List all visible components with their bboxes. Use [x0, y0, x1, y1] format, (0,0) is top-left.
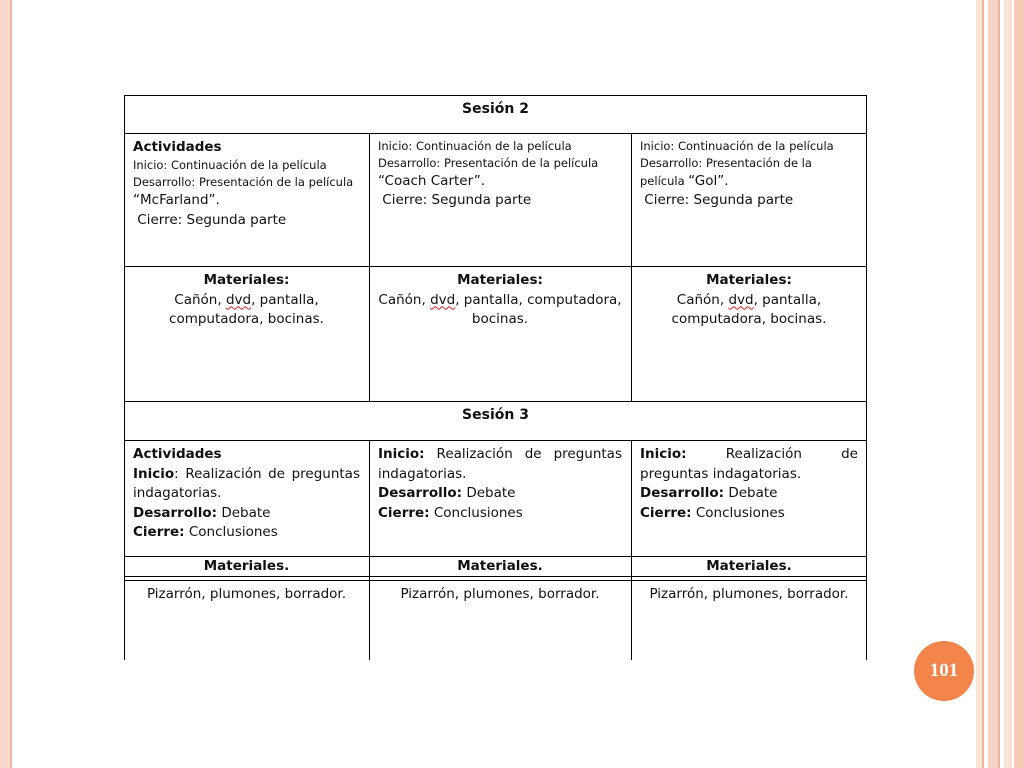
materials-heading: Materiales: — [457, 272, 543, 288]
inicio-value: : Realización de preguntas indagatorias. — [133, 465, 360, 501]
materials-text: , pantalla, — [753, 291, 822, 308]
cierre-value: Segunda parte — [427, 192, 532, 208]
materials-text: Cañón, — [174, 291, 226, 308]
desarrollo-value: Debate — [217, 504, 271, 521]
session-2-materials-col2 — [369, 268, 631, 333]
lesson-plan-table — [124, 95, 867, 660]
activities-heading: Actividades — [133, 446, 222, 462]
table-rule — [124, 95, 867, 96]
materials-text: , pantalla, computadora, — [455, 291, 622, 308]
activities-heading: Actividades — [133, 139, 222, 155]
inicio-text: Inicio: Continuación de la película — [640, 139, 834, 153]
slide-right-stripes — [976, 0, 1024, 768]
inicio-value: Realización de preguntas indagatorias. — [378, 446, 622, 482]
session-2-activities-col2 — [369, 135, 631, 213]
movie-title: “Coach Carter”. — [378, 173, 485, 189]
desarrollo-label: Desarrollo: — [378, 485, 463, 501]
cierre-label: Cierre: — [378, 504, 430, 521]
cierre-label: Cierre: — [137, 212, 183, 228]
movie-title: “Gol”. — [688, 173, 729, 189]
cierre-value: Conclusiones — [429, 504, 523, 521]
inicio-label: Inicio: — [378, 446, 425, 462]
desarrollo-value: Debate — [724, 485, 778, 501]
materials-text: , pantalla, — [251, 291, 319, 308]
slide-left-border — [0, 0, 12, 768]
session-2-materials-col1 — [124, 268, 369, 333]
materials-text-dvd: dvd — [225, 291, 252, 308]
materials-text: computadora, bocinas. — [169, 311, 324, 327]
session-2-activities-col1 — [124, 135, 369, 233]
cierre-value: Conclusiones — [184, 524, 278, 540]
session-3-activities-col2 — [369, 442, 631, 526]
materials-text: computadora, bocinas. — [671, 311, 827, 327]
session-3-title: Sesión 3 — [462, 407, 529, 423]
inicio-value: Realización de preguntas indagatorias. — [640, 446, 858, 482]
materials-text-dvd: dvd — [728, 291, 754, 308]
cierre-label: Cierre: — [640, 504, 692, 521]
materials-heading: Materiales: — [203, 272, 290, 288]
materials-text: Cañón, — [378, 291, 431, 308]
materials-text: bocinas. — [471, 311, 529, 327]
session-3-materials-col3: Pizarrón, plumones, borrador. — [649, 586, 849, 602]
desarrollo-text: Desarrollo: Presentación de la película — [378, 156, 599, 170]
table-rule — [124, 133, 867, 134]
session-3-materials-heading-col2: Materiales. — [457, 558, 543, 574]
session-3-activities-col3 — [631, 442, 867, 526]
inicio-text: Inicio: Continuación de la película — [378, 139, 572, 153]
session-3-materials-col1: Pizarrón, plumones, borrador. — [146, 586, 347, 602]
cierre-value: Conclusiones — [691, 504, 785, 521]
desarrollo-text-cont: película — [640, 174, 689, 188]
session-2-title: Sesión 2 — [462, 101, 529, 117]
movie-title: “McFarland”. — [133, 192, 220, 208]
table-rule — [124, 440, 867, 441]
cierre-label: Cierre: — [382, 192, 428, 208]
inicio-text: Inicio: Continuación de la película — [133, 158, 327, 172]
session-3-materials-heading-col3: Materiales. — [706, 558, 792, 574]
cierre-label: Cierre: — [133, 524, 185, 540]
session-3-materials-heading-col1: Materiales. — [203, 558, 290, 574]
materials-heading: Materiales: — [706, 272, 792, 288]
session-2-activities-col3 — [631, 135, 867, 213]
session-3-activities-col1 — [124, 442, 369, 546]
materials-text: Cañón, — [676, 291, 729, 308]
inicio-label: Inicio — [133, 465, 175, 482]
desarrollo-text: Desarrollo: Presentación de la — [640, 156, 812, 170]
slide-number-badge: 101 — [914, 641, 974, 701]
table-rule — [124, 401, 867, 402]
table-rule — [124, 266, 867, 267]
cierre-value: Segunda parte — [689, 192, 794, 208]
cierre-label: Cierre: — [644, 192, 690, 208]
inicio-label: Inicio: — [640, 446, 687, 462]
session-3-materials-col2: Pizarrón, plumones, borrador. — [400, 586, 600, 602]
cierre-value: Segunda parte — [182, 212, 287, 228]
desarrollo-label: Desarrollo: — [133, 504, 218, 521]
desarrollo-value: Debate — [462, 485, 516, 501]
desarrollo-label: Desarrollo: — [640, 485, 725, 501]
materials-text-dvd: dvd — [430, 291, 456, 308]
desarrollo-text: Desarrollo: Presentación de la película — [133, 175, 354, 189]
session-2-materials-col3 — [631, 268, 867, 333]
table-rule — [124, 580, 867, 581]
